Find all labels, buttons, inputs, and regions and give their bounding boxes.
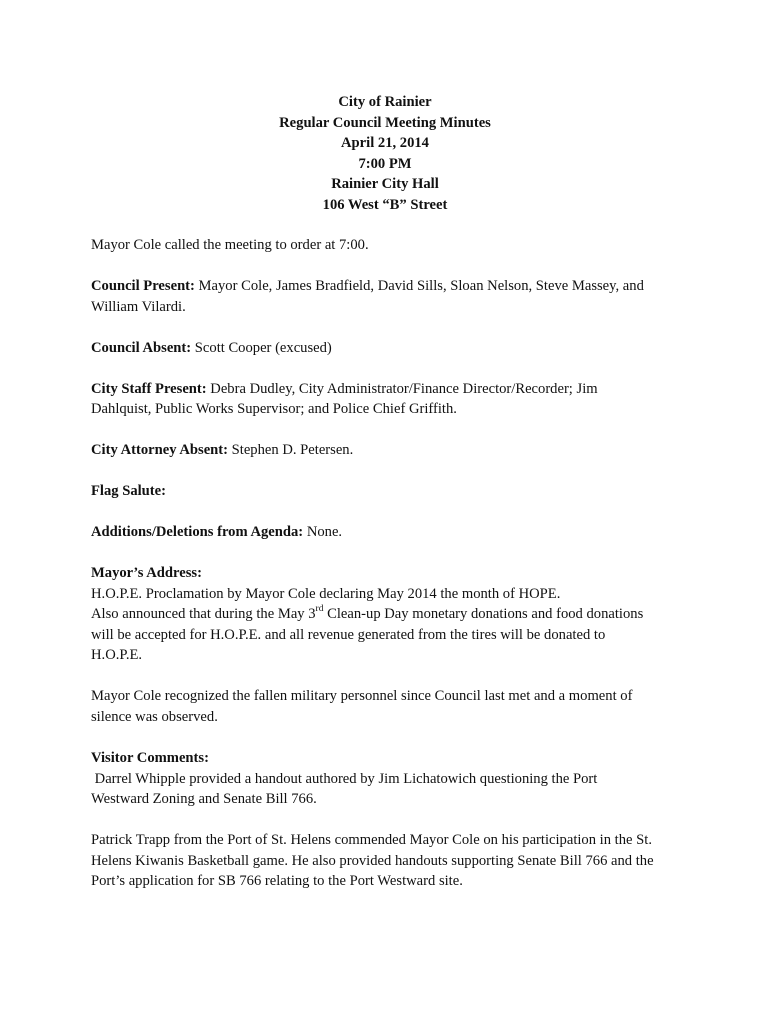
visitor-comments-label: Visitor Comments:: [91, 750, 209, 767]
council-absent-label: Council Absent:: [91, 339, 192, 356]
mayors-address-line-2: [91, 604, 691, 625]
council-absent-line: [91, 338, 691, 359]
visitor-comments-paragraph: [91, 748, 691, 810]
mayors-address-text-1: H.O.P.E. Proclamation by Mayor Cole declaring May 2014 the month of HOPE.: [91, 585, 561, 602]
document-title: Regular Council Meeting Minutes: [279, 114, 491, 131]
meeting-address: 106 West “B” Street: [322, 196, 448, 213]
mayors-address-paragraph: [91, 563, 691, 666]
city-staff-paragraph: [91, 379, 691, 420]
council-present-text-1: Mayor Cole, James Bradfield, David Sills, Sloan Nelson, Steve Massey, and: [194, 277, 644, 294]
mayors-address-text-3: will be accepted for H.O.P.E. and all revenue generated from the tires will be donated to: [91, 626, 606, 643]
mayors-address-text-4: H.O.P.E.: [91, 647, 143, 664]
meeting-time: 7:00 PM: [358, 155, 412, 172]
minutes-header: [0, 92, 770, 216]
flag-salute-paragraph: [91, 481, 691, 502]
mayors-address-text-2-post: Clean-up Day monetary donations and food donations: [323, 606, 644, 623]
city-attorney-text: Stephen D. Petersen.: [228, 442, 354, 459]
council-present-label: Council Present:: [91, 277, 195, 294]
fallen-military-text-1: Mayor Cole recognized the fallen military personnel since Council last met and a moment of: [91, 688, 633, 705]
agenda-changes-paragraph: [91, 522, 691, 543]
city-attorney-paragraph: [91, 440, 691, 461]
meeting-date: April 21, 2014: [341, 135, 429, 152]
agenda-changes-line: [91, 522, 691, 543]
council-present-line-1: [91, 276, 691, 297]
call-to-order-text: Mayor Cole called the meeting to order at 7:00.: [91, 237, 369, 253]
visitor-comments-text-2: Westward Zoning and Senate Bill 766.: [91, 791, 317, 808]
flag-salute-label: Flag Salute:: [91, 483, 166, 500]
patrick-trapp-text-2: Helens Kiwanis Basketball game. He also provided handouts supporting Senate Bill 766 and the: [91, 852, 654, 869]
city-name: City of Rainier: [338, 94, 432, 110]
ordinal-suffix: rd: [315, 604, 324, 615]
city-staff-label: City Staff Present:: [91, 380, 207, 397]
call-to-order-paragraph: [91, 235, 691, 256]
visitor-comments-text-1: Darrel Whipple provided a handout authored by Jim Lichatowich questioning the Port: [91, 770, 598, 787]
council-present-paragraph: [91, 276, 691, 317]
meeting-location: Rainier City Hall: [331, 176, 439, 193]
city-attorney-label: City Attorney Absent:: [91, 442, 229, 459]
fallen-military-paragraph: [91, 686, 691, 727]
city-staff-text-2: Dahlquist, Public Works Supervisor; and Police Chief Griffith.: [91, 401, 457, 418]
minutes-body: [91, 235, 691, 912]
mayors-address-label: Mayor’s Address:: [91, 565, 202, 582]
agenda-changes-label: Additions/Deletions from Agenda:: [91, 524, 304, 541]
city-attorney-line: [91, 440, 691, 461]
council-absent-text: Scott Cooper (excused): [191, 339, 332, 356]
council-absent-paragraph: [91, 338, 691, 359]
fallen-military-text-2: silence was observed.: [91, 709, 218, 726]
mayors-address-text-2-pre: Also announced that during the May 3: [91, 606, 316, 623]
agenda-changes-text: None.: [303, 524, 343, 541]
council-present-text-2: William Vilardi.: [91, 298, 186, 315]
patrick-trapp-paragraph: [91, 830, 691, 892]
patrick-trapp-text-3: Port’s application for SB 766 relating to the Port Westward site.: [91, 873, 463, 890]
patrick-trapp-text-1: Patrick Trapp from the Port of St. Helens commended Mayor Cole on his participation in the St.: [91, 832, 652, 849]
city-staff-line-1: [91, 379, 691, 400]
city-staff-text-1: Debra Dudley, City Administrator/Finance Director/Recorder; Jim: [206, 380, 598, 397]
